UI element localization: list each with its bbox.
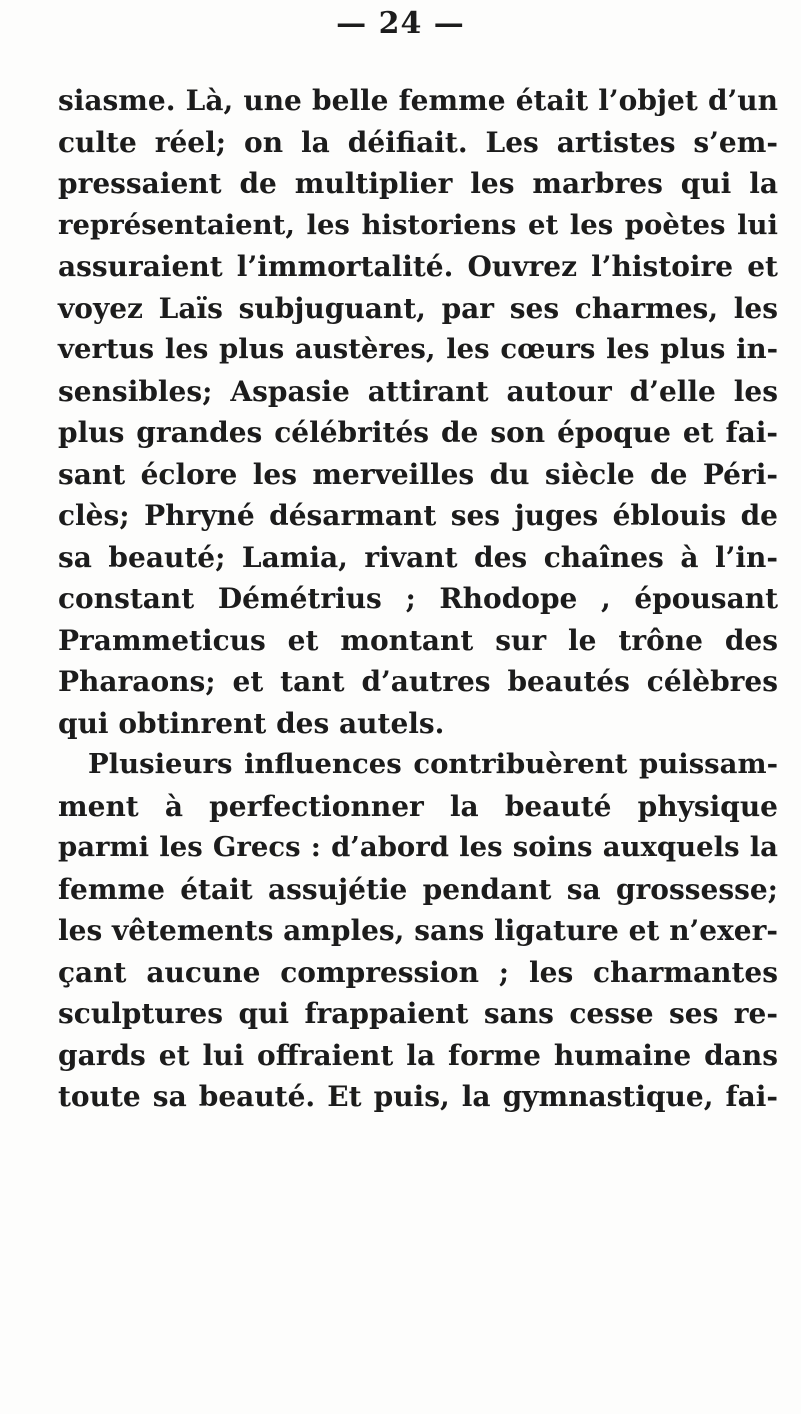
text-line: vertus les plus austères, les cœurs les plus in- <box>58 333 778 365</box>
paragraph-start-line: Plusieurs influences contribuèrent puissam- <box>88 748 778 780</box>
text-line: constant Démétrius ; Rhodope , épousant <box>58 582 778 615</box>
text-line: sensibles; Aspasie attirant autour d’elle les <box>58 374 778 408</box>
text-line: Pharaons; et tant d’autres beautés célèbres <box>58 665 778 698</box>
text-line: les vêtements amples, sans ligature et n’exer- <box>58 914 778 947</box>
text-line: assuraient l’immortalité. Ouvrez l’histoire et <box>58 250 778 283</box>
body-text <box>58 80 778 1118</box>
text-line: ment à perfectionner la beauté physique <box>58 789 778 823</box>
text-line: femme était assujétie pendant sa grossesse; <box>58 872 778 906</box>
text-line: parmi les Grecs : d’abord les soins auxquels la <box>58 831 778 863</box>
text-line: sa beauté; Lamia, rivant des chaînes à l’in- <box>58 540 778 574</box>
text-line: gards et lui offraient la forme humaine dans <box>58 1038 778 1072</box>
text-line: sculptures qui frappaient sans cesse ses re- <box>58 997 778 1030</box>
text-line: clès; Phryné désarmant ses juges éblouis de <box>58 499 778 532</box>
page-number: — 24 — <box>336 6 465 41</box>
text-line: culte réel; on la déifiait. Les artistes s’em- <box>58 125 778 159</box>
text-line: çant aucune compression ; les charmantes <box>58 955 778 989</box>
text-line: représentaient, les historiens et les poètes lui <box>58 208 778 241</box>
text-line: plus grandes célébrités de son époque et fai- <box>58 416 778 449</box>
paragraph-end-line: qui obtinrent des autels. <box>58 706 445 740</box>
text-line: sant éclore les merveilles du siècle de Péri- <box>58 457 778 491</box>
text-line: pressaient de multiplier les marbres qui la <box>58 167 778 200</box>
text-line: siasme. Là, une belle femme était l’objet d’un <box>58 84 778 117</box>
text-line: Prammeticus et montant sur le trône des <box>58 623 778 657</box>
text-line: voyez Laïs subjuguant, par ses charmes, les <box>58 291 778 325</box>
text-line: toute sa beauté. Et puis, la gymnastique, fai- <box>58 1080 778 1113</box>
